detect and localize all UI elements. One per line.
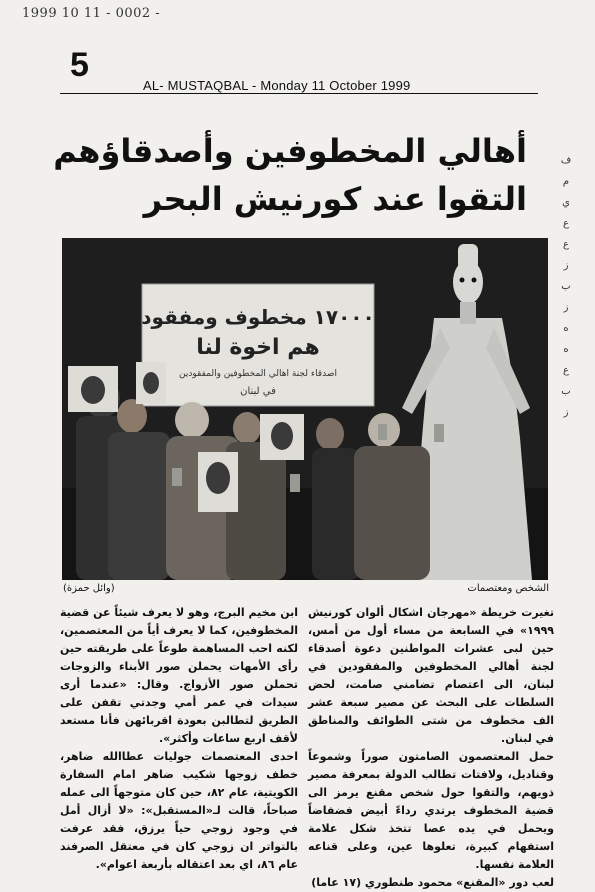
headline-line-1: أهالي المخطوفين وأصدقاؤهم: [53, 132, 527, 170]
article-paragraph: لعب دور «المقنع» محمود طنطوري (١٧ عاما): [311, 876, 554, 889]
photo-credit: (وائل حمزة): [63, 583, 115, 594]
side-column-char: ز: [563, 407, 569, 418]
handwritten-archive-note: 1999 10 11 - 0002 -: [22, 6, 161, 21]
masthead: AL- MUSTAQBAL - Monday 11 October 1999: [143, 78, 411, 93]
page-number: 5: [70, 46, 89, 84]
article-paragraph: حمل المعتصمون الصامتون صوراً وشموعاً وقناديل، ولافتات تطالب الدولة بمعرفة مصير ذويهم، والتقوا حول شخص مقنع يرمز الى قضية المخطوف يرتدي رداءً أبيض فضفاضاً ويحمل في يده عصا تتخذ شكل علامة استفهام كبيرة، تعلوها عين، وعلى قناعه العلامة نفسها.: [308, 750, 554, 871]
photo-caption: الشخص ومعتصمات: [467, 583, 549, 594]
side-column-char: ز: [563, 302, 569, 313]
banner-line-4: في لبنان: [240, 386, 276, 397]
banner-line-2: هم اخوة لنا: [196, 335, 320, 360]
article-column-left: [60, 604, 299, 871]
protest-photo: [62, 238, 548, 580]
side-column-char: ي: [562, 197, 570, 208]
header-rule: [60, 93, 538, 94]
article-paragraph: ابن مخيم البرج، وهو لا يعرف شيئاً عن قضية المخطوفين، كما لا يعرف أياً من المعتصمين، لكنه احب المساهمة طوعاً على طريقته حين رأى الأمهات يحملن صور الأبناء والزوجات تحملن صور الأزواج. وقال: «عندما أرى سيدات في عمر أمي وجدتي تقفن على الطريق لتطالبن بعودة اقربائهن فأنا مستعد لأقف اربع ساعات وأكثر».: [60, 606, 298, 745]
banner-line-3: اصدقاء لجنة اهالي المخطوفين والمفقودين: [179, 369, 337, 379]
side-column-char: ع: [563, 365, 569, 376]
article-paragraph: احدى المعتصمات جوليات عطاالله ضاهر، خطف زوجها شكيب ضاهر امام السفارة الكويتية، عام ٨٢، حين كان متوجهاً الى عمله صباحاً، قالت لـ«المستقبل»: «لا أزال أمل في وجود زوجي حياً يرزق، فقد عرفت بالتواتر ان زوجي كان في معتقل الصرفند عام ٨٦، اي بعد اعتقاله بأربعة اعوام».: [60, 750, 299, 871]
side-column-char: ف: [560, 155, 572, 166]
banner: [141, 284, 374, 406]
side-column-char: ع: [563, 239, 569, 250]
side-column-char: ب: [561, 386, 571, 397]
side-column-char: ز: [563, 260, 569, 271]
side-column-char: م: [562, 176, 570, 187]
banner-line-1: ١٧٠٠٠ مخطوف ومفقود: [141, 305, 375, 329]
side-column-char: ه: [563, 323, 569, 334]
article-paragraph: تغيرت خريطة «مهرجان اشكال ألوان كورنيش ١٩٩٩» في السابعة من مساء أول من أمس، حين لبى عشرات المواطنين دعوة أصدقاء لجنة أهالي المخطوفين والمفقودين في لبنان، الى اعتصام تضامني صامت، لحض السلطات على البحث عن مصير سبعة عشر الف مخطوف من شتى الطوائف والمناطق في لبنان.: [308, 606, 554, 745]
adjacent-column-fragment: [558, 150, 574, 423]
side-column-char: ب: [561, 281, 571, 292]
article-column-right: [308, 604, 554, 889]
side-column-char: ه: [563, 344, 569, 355]
headline-line-2: التقوا عند كورنيش البحر: [143, 180, 527, 218]
side-column-char: ع: [563, 218, 569, 229]
